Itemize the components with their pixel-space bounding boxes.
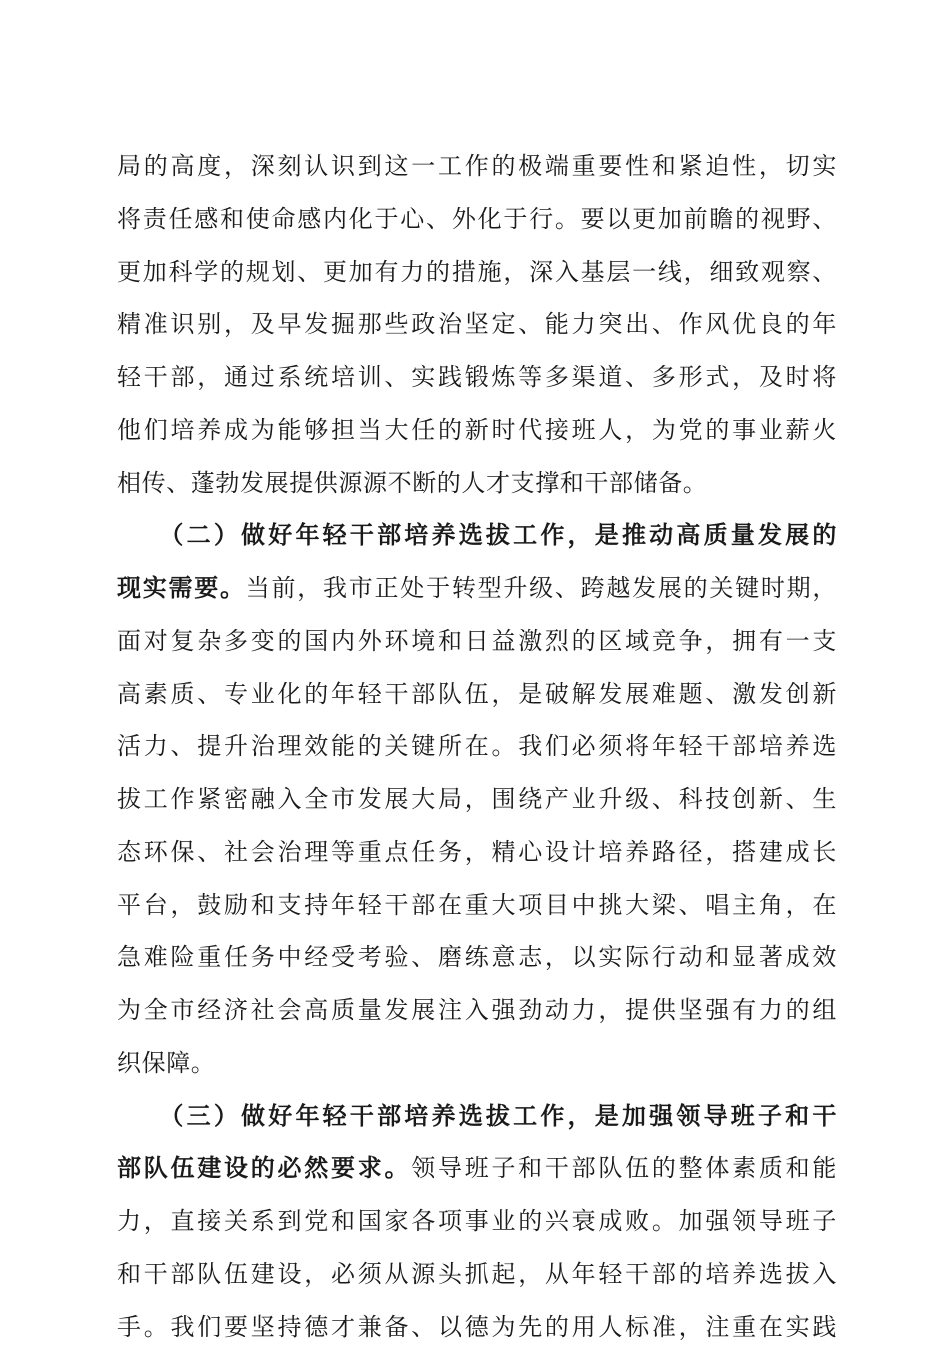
body-text-segment: 力，直接关系到党和国家各项事业的兴衰成败。加强领导班子 [117,1207,837,1235]
text-line [117,140,837,193]
text-line [117,193,837,246]
body-text-segment: 手。我们要坚持德才兼备、以德为先的用人标准，注重在实践 [117,1313,837,1341]
text-line [117,1301,837,1353]
bold-heading-text: （三）做好年轻干部培养选拔工作，是加强领导班子和干 [117,1101,837,1130]
text-line [117,720,837,773]
body-text [117,140,837,1353]
text-line [117,1037,837,1090]
text-line [117,615,837,668]
text-line [117,457,837,510]
body-text-segment: 为全市经济社会高质量发展注入强劲动力，提供坚强有力的组 [117,996,837,1024]
body-text-segment: 更加科学的规划、更加有力的措施，深入基层一线，细致观察、 [117,258,837,286]
text-line [117,509,837,562]
body-text-segment: 拔工作紧密融入全市发展大局，围绕产业升级、科技创新、生 [117,785,837,813]
bold-heading-text: 现实需要。 [117,573,246,602]
body-text-segment: 将责任感和使命感内化于心、外化于行。要以更加前瞻的视野、 [117,205,837,233]
text-line [117,879,837,932]
text-line [117,1195,837,1248]
body-text-segment: 轻干部，通过系统培训、实践锻炼等多渠道、多形式，及时将 [117,363,837,391]
text-line [117,826,837,879]
body-text-segment: 平台，鼓励和支持年轻干部在重大项目中挑大梁、唱主角，在 [117,891,837,919]
body-text-segment: 织保障。 [117,1049,215,1077]
text-line [117,1090,837,1143]
text-line [117,931,837,984]
text-line [117,562,837,615]
body-text-segment: 精准识别，及早发掘那些政治坚定、能力突出、作风优良的年 [117,310,837,338]
body-text-segment: 当前，我市正处于转型升级、跨越发展的关键时期， [246,574,837,602]
text-line [117,351,837,404]
text-line [117,298,837,351]
body-text-segment: 领导班子和干部队伍的整体素质和能 [411,1154,837,1182]
text-line [117,1248,837,1301]
text-line [117,984,837,1037]
bold-heading-text: 部队伍建设的必然要求。 [117,1153,411,1182]
bold-heading-text: （二）做好年轻干部培养选拔工作，是推动高质量发展的 [117,520,837,549]
body-text-segment: 和干部队伍建设，必须从源头抓起，从年轻干部的培养选拔入 [117,1260,837,1288]
body-text-segment: 局的高度，深刻认识到这一工作的极端重要性和紧迫性，切实 [117,152,837,180]
text-line [117,246,837,299]
body-text-segment: 他们培养成为能够担当大任的新时代接班人，为党的事业薪火 [117,416,837,444]
text-line [117,773,837,826]
text-line [117,404,837,457]
text-line [117,1142,837,1195]
body-text-segment: 相传、蓬勃发展提供源源不断的人才支撑和干部储备。 [117,469,707,497]
body-text-segment: 活力、提升治理效能的关键所在。我们必须将年轻干部培养选 [117,732,837,760]
body-text-segment: 高素质、专业化的年轻干部队伍，是破解发展难题、激发创新 [117,680,837,708]
body-text-segment: 急难险重任务中经受考验、磨练意志，以实际行动和显著成效 [117,943,837,971]
text-line [117,668,837,721]
body-text-segment: 态环保、社会治理等重点任务，精心设计培养路径，搭建成长 [117,838,837,866]
body-text-segment: 面对复杂多变的国内外环境和日益激烈的区域竞争，拥有一支 [117,627,837,655]
